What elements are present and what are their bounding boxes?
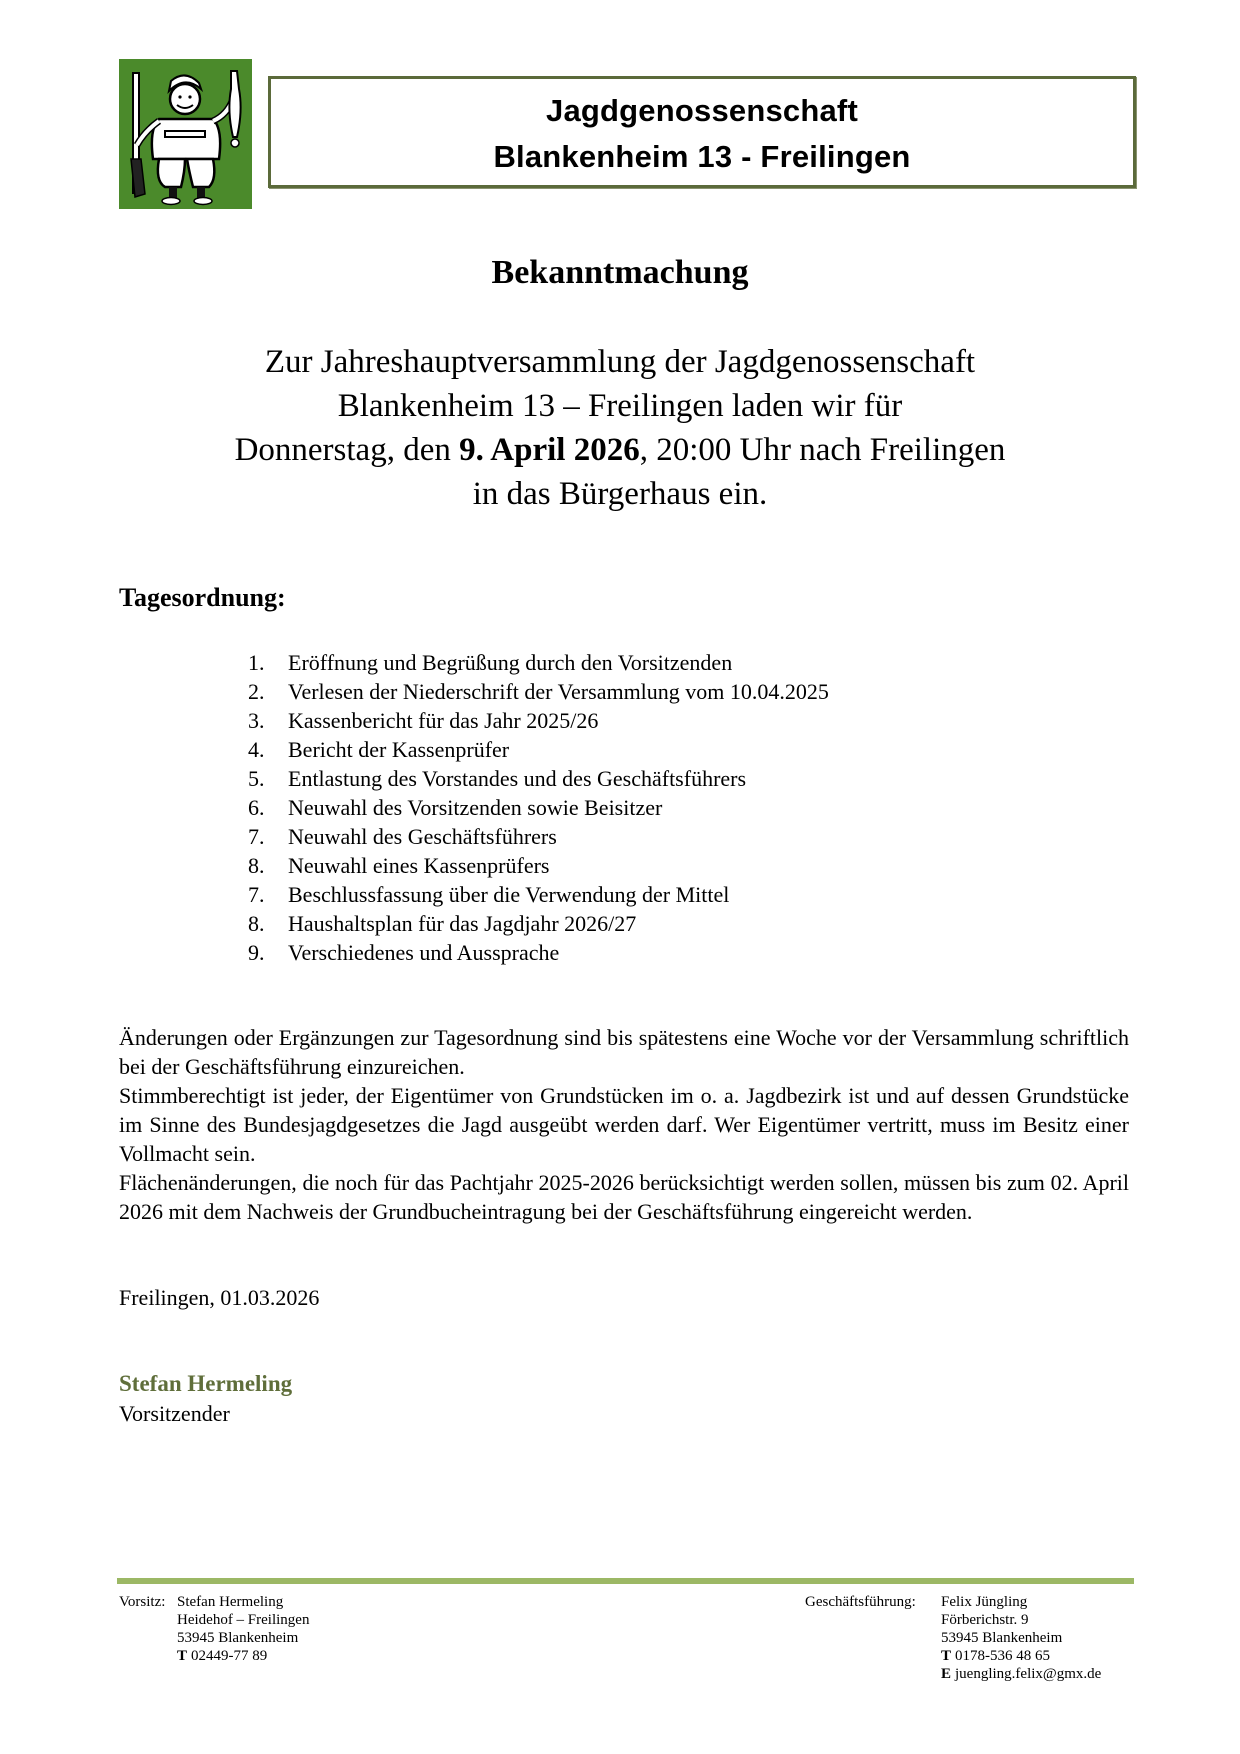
agenda-item	[248, 735, 829, 764]
agenda-item-text: Beschlussfassung über die Verwendung der Mittel	[288, 882, 730, 907]
agenda-item-number: 4.	[248, 737, 265, 762]
agenda-item-text: Neuwahl des Vorsitzenden sowie Beisitzer	[288, 795, 663, 820]
invitation-line-4: in das Bürgerhaus ein.	[472, 476, 768, 512]
agenda-item-text: Verschiedenes und Aussprache	[288, 940, 560, 965]
agenda-item-text: Haushaltsplan für das Jagdjahr 2026/27	[288, 911, 637, 936]
meeting-date: 9. April 2026	[459, 432, 640, 468]
agenda-item-number: 8.	[248, 911, 265, 936]
invitation-line-2: Blankenheim 13 – Freilingen laden wir für	[337, 388, 903, 424]
footer-divider	[117, 1578, 1134, 1584]
invitation-line-1: Zur Jahreshauptversammlung der Jagdgenossenschaft	[264, 344, 976, 380]
agenda-item-number: 6.	[248, 795, 265, 820]
agenda-item	[248, 677, 829, 706]
agenda-item	[248, 648, 829, 677]
agenda-item-text: Neuwahl des Geschäftsführers	[288, 824, 557, 849]
paragraph-amendments: Änderungen oder Ergänzungen zur Tagesordnung sind bis spätestens eine Woche vor der Versammlung schriftlich bei der Geschäftsführung einzureichen.	[119, 1025, 1129, 1079]
phone-icon: T	[941, 1648, 952, 1664]
agenda-item-text: Kassenbericht für das Jahr 2025/26	[288, 708, 599, 733]
footer-chair-street: Heidehof – Freilingen	[177, 1612, 310, 1628]
agenda-heading: Tagesordnung:	[119, 583, 286, 612]
agenda-item	[248, 909, 829, 938]
agenda-item-number: 8.	[248, 853, 265, 878]
agenda-item	[248, 880, 829, 909]
footer-manager-street: Förberichstr. 9	[941, 1612, 1029, 1628]
agenda-list	[248, 648, 829, 967]
signature-role: Vorsitzender	[119, 1401, 230, 1426]
footer-chair-name: Stefan Hermeling	[177, 1594, 284, 1610]
org-name: Jagdgenossenschaft	[546, 93, 858, 128]
agenda-item-number: 5.	[248, 766, 265, 791]
agenda-item-text: Eröffnung und Begrüßung durch den Vorsitzenden	[288, 650, 733, 675]
footer-manager-phone: 0178-536 48 65	[955, 1648, 1050, 1664]
header-box	[268, 76, 1136, 188]
agenda-item-text: Verlesen der Niederschrift der Versammlung vom 10.04.2025	[288, 679, 829, 704]
agenda-item	[248, 706, 829, 735]
agenda-item-number: 7.	[248, 882, 265, 907]
body-text	[119, 1023, 1129, 1226]
agenda-item-number: 2.	[248, 679, 265, 704]
place-date: Freilingen, 01.03.2026	[119, 1285, 320, 1310]
footer-manager-email-link[interactable]: juengling.felix@gmx.de	[955, 1666, 1102, 1682]
email-icon: E	[941, 1666, 952, 1682]
footer-chair-label: Vorsitz:	[119, 1594, 166, 1610]
org-location: Blankenheim 13 - Freilingen	[493, 139, 911, 174]
paragraph-voting-rights: Stimmberechtigt ist jeder, der Eigentümer von Grundstücken im o. a. Jagdbezirk ist und auf dessen Grundstücke im Sinne des Bundesjagdgesetzes die Jagd ausgeübt werden darf. Wer Eigentümer vertritt, muss im Besitz einer Vollmacht sein.	[119, 1083, 1129, 1166]
invitation-time-place: , 20:00 Uhr nach Freilingen	[639, 432, 1006, 468]
agenda-item-number: 9.	[248, 940, 265, 965]
invitation-text	[120, 340, 1120, 516]
footer-manager-contact	[805, 1593, 1101, 1683]
invitation-day: Donnerstag, den	[234, 432, 460, 468]
agenda-item	[248, 764, 829, 793]
invitation-line-3	[120, 428, 1120, 472]
agenda-item-text: Entlastung des Vorstandes und des Geschäftsführers	[288, 766, 747, 791]
footer-chair-contact	[119, 1593, 309, 1665]
agenda-item	[248, 822, 829, 851]
signature-name: Stefan Hermeling	[119, 1371, 293, 1396]
agenda-item	[248, 851, 829, 880]
footer-chair-city: 53945 Blankenheim	[177, 1630, 299, 1646]
agenda-item	[248, 938, 829, 967]
agenda-item-number: 1.	[248, 650, 265, 675]
agenda-item-number: 7.	[248, 824, 265, 849]
footer-chair-phone: 02449-77 89	[191, 1648, 268, 1664]
agenda-item-text: Bericht der Kassenprüfer	[288, 737, 510, 762]
paragraph-area-changes: Flächenänderungen, die noch für das Pachtjahr 2025-2026 berücksichtigt werden sollen, müssen bis zum 02. April 2026 mit dem Nachweis der Grundbucheintragung bei der Geschäftsführung eingereicht werden.	[119, 1170, 1129, 1224]
footer-manager-city: 53945 Blankenheim	[941, 1630, 1063, 1646]
footer-manager-label: Geschäftsführung:	[805, 1594, 916, 1610]
agenda-item	[248, 793, 829, 822]
page-title: Bekanntmachung	[491, 254, 749, 291]
phone-icon: T	[177, 1648, 188, 1664]
hunter-logo-icon	[119, 59, 252, 209]
footer-manager-name: Felix Jüngling	[941, 1594, 1028, 1610]
agenda-item-number: 3.	[248, 708, 265, 733]
agenda-item-text: Neuwahl eines Kassenprüfers	[288, 853, 550, 878]
